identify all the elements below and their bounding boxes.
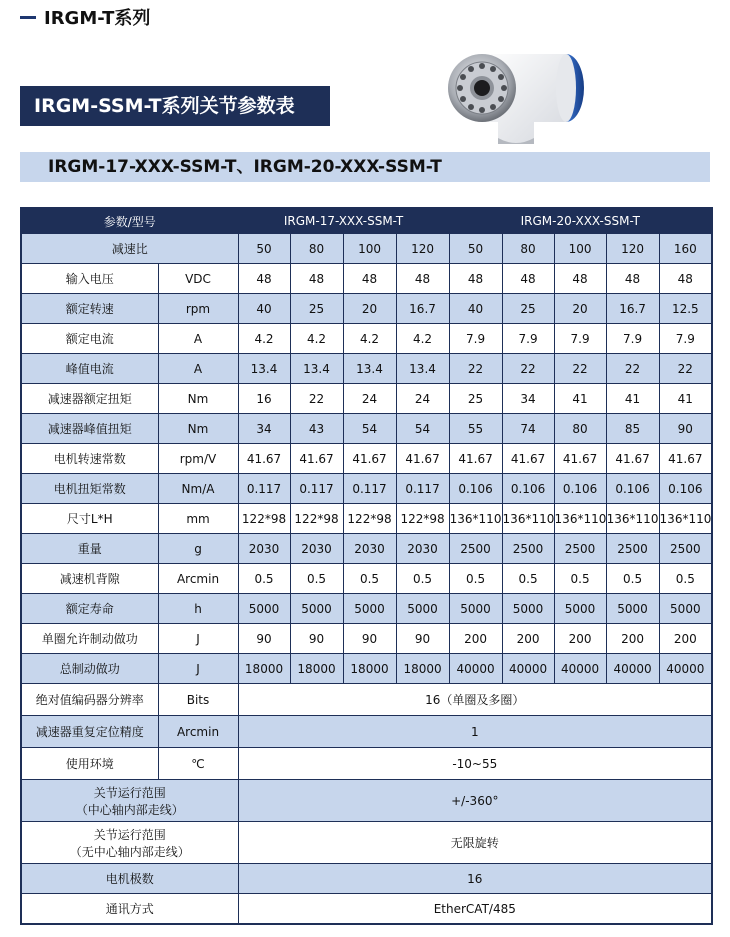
value-cell: 4.2 (238, 324, 290, 354)
value-cell: 7.9 (502, 324, 554, 354)
row-unit: A (158, 324, 238, 354)
value-cell: 90 (396, 624, 449, 654)
value-cell: 136*110 (606, 504, 659, 534)
table-row (21, 324, 712, 354)
value-cell: 40 (238, 294, 290, 324)
ratio-cell: 160 (659, 234, 712, 264)
row-unit: Arcmin (158, 716, 238, 748)
value-cell: 2500 (606, 534, 659, 564)
value-cell: 22 (554, 354, 606, 384)
spec-table (20, 207, 713, 925)
value-cell: 5000 (449, 594, 502, 624)
table-row (21, 264, 712, 294)
value-cell: 54 (396, 414, 449, 444)
row-label-line1: 关节运行范围 (93, 785, 166, 800)
value-cell: 22 (290, 384, 343, 414)
header-model-a: IRGM-17-XXX-SSM-T (238, 208, 449, 234)
merged-value-cell: EtherCAT/485 (238, 894, 712, 925)
header-param-cell: 参数/型号 (21, 208, 238, 234)
value-cell: 5000 (238, 594, 290, 624)
table-row (21, 294, 712, 324)
table-row (21, 354, 712, 384)
row-label-line2: （中心轴内部走线） (75, 802, 184, 817)
value-cell: 0.5 (659, 564, 712, 594)
value-cell: 7.9 (554, 324, 606, 354)
merged-value-cell: -10~55 (238, 748, 712, 780)
value-cell: 40000 (554, 654, 606, 684)
value-cell: 0.5 (449, 564, 502, 594)
value-cell: 54 (343, 414, 396, 444)
value-cell: 48 (554, 264, 606, 294)
ratio-cell: 80 (290, 234, 343, 264)
value-cell: 41.67 (554, 444, 606, 474)
value-cell: 4.2 (343, 324, 396, 354)
value-cell: 40000 (449, 654, 502, 684)
row-label: 减速器峰值扭矩 (21, 414, 158, 444)
table-row-range (21, 822, 712, 864)
row-label: 重量 (21, 534, 158, 564)
value-cell: 20 (343, 294, 396, 324)
table-row (21, 504, 712, 534)
value-cell: 0.117 (238, 474, 290, 504)
value-cell: 2500 (554, 534, 606, 564)
table-row-span (21, 894, 712, 925)
value-cell: 48 (502, 264, 554, 294)
value-cell: 40000 (502, 654, 554, 684)
row-unit: rpm (158, 294, 238, 324)
series-bar-decoration (20, 16, 36, 19)
merged-value-cell: +/-360° (238, 780, 712, 822)
row-unit: J (158, 624, 238, 654)
value-cell: 90 (238, 624, 290, 654)
row-label: 减速器额定扭矩 (21, 384, 158, 414)
table-row (21, 594, 712, 624)
value-cell: 5000 (502, 594, 554, 624)
value-cell: 25 (290, 294, 343, 324)
value-cell: 200 (606, 624, 659, 654)
row-label-line1: 关节运行范围 (93, 827, 166, 842)
table-row-merged (21, 748, 712, 780)
ratio-cell: 120 (606, 234, 659, 264)
merged-value-cell: 16（单圈及多圈） (238, 684, 712, 716)
value-cell: 0.117 (396, 474, 449, 504)
value-cell: 41.67 (343, 444, 396, 474)
row-unit: Nm/A (158, 474, 238, 504)
value-cell: 136*110 (659, 504, 712, 534)
table-row-merged (21, 716, 712, 748)
row-label: 使用环境 (21, 748, 158, 780)
row-label: 减速器重复定位精度 (21, 716, 158, 748)
value-cell: 48 (343, 264, 396, 294)
row-label: 额定转速 (21, 294, 158, 324)
value-cell: 74 (502, 414, 554, 444)
value-cell: 122*98 (238, 504, 290, 534)
ratio-cell: 80 (502, 234, 554, 264)
value-cell: 4.2 (290, 324, 343, 354)
row-label: 输入电压 (21, 264, 158, 294)
value-cell: 2500 (502, 534, 554, 564)
row-unit: g (158, 534, 238, 564)
value-cell: 2500 (659, 534, 712, 564)
value-cell: 2030 (343, 534, 396, 564)
row-unit: A (158, 354, 238, 384)
value-cell: 0.5 (502, 564, 554, 594)
value-cell: 2030 (238, 534, 290, 564)
table-row-span (21, 864, 712, 894)
value-cell: 122*98 (396, 504, 449, 534)
value-cell: 0.5 (290, 564, 343, 594)
ratio-cell: 100 (554, 234, 606, 264)
table-row (21, 654, 712, 684)
value-cell: 24 (396, 384, 449, 414)
table-row (21, 384, 712, 414)
value-cell: 48 (449, 264, 502, 294)
value-cell: 22 (659, 354, 712, 384)
value-cell: 18000 (396, 654, 449, 684)
value-cell: 55 (449, 414, 502, 444)
value-cell: 200 (449, 624, 502, 654)
row-unit: Arcmin (158, 564, 238, 594)
ratio-cell: 50 (238, 234, 290, 264)
value-cell: 48 (290, 264, 343, 294)
value-cell: 90 (659, 414, 712, 444)
value-cell: 80 (554, 414, 606, 444)
value-cell: 41.67 (606, 444, 659, 474)
table-row (21, 414, 712, 444)
value-cell: 48 (659, 264, 712, 294)
value-cell: 41.67 (396, 444, 449, 474)
value-cell: 7.9 (659, 324, 712, 354)
ratio-cell: 100 (343, 234, 396, 264)
row-unit: J (158, 654, 238, 684)
row-label: 电机扭矩常数 (21, 474, 158, 504)
value-cell: 41.67 (290, 444, 343, 474)
value-cell: 122*98 (343, 504, 396, 534)
value-cell: 16.7 (606, 294, 659, 324)
value-cell: 22 (449, 354, 502, 384)
value-cell: 136*110 (502, 504, 554, 534)
table-row (21, 534, 712, 564)
table-header-row (21, 208, 712, 234)
series-title: IRGM-T系列 (44, 8, 151, 29)
row-label: 单圈允许制动做功 (21, 624, 158, 654)
ratio-cell: 120 (396, 234, 449, 264)
table-row (21, 564, 712, 594)
value-cell: 13.4 (238, 354, 290, 384)
value-cell: 25 (502, 294, 554, 324)
value-cell: 5000 (554, 594, 606, 624)
value-cell: 20 (554, 294, 606, 324)
header-model-b: IRGM-20-XXX-SSM-T (449, 208, 712, 234)
table-row (21, 444, 712, 474)
value-cell: 5000 (343, 594, 396, 624)
value-cell: 0.117 (343, 474, 396, 504)
value-cell: 200 (502, 624, 554, 654)
value-cell: 0.5 (606, 564, 659, 594)
product-image (438, 40, 588, 150)
table-row-range (21, 780, 712, 822)
value-cell: 122*98 (290, 504, 343, 534)
value-cell: 12.5 (659, 294, 712, 324)
value-cell: 34 (238, 414, 290, 444)
table-row-merged (21, 684, 712, 716)
value-cell: 2500 (449, 534, 502, 564)
value-cell: 48 (238, 264, 290, 294)
value-cell: 18000 (290, 654, 343, 684)
value-cell: 5000 (606, 594, 659, 624)
value-cell: 41.67 (449, 444, 502, 474)
ratio-cell: 50 (449, 234, 502, 264)
value-cell: 41.67 (238, 444, 290, 474)
value-cell: 18000 (238, 654, 290, 684)
row-label: 电机转速常数 (21, 444, 158, 474)
value-cell: 2030 (396, 534, 449, 564)
row-label: 减速机背隙 (21, 564, 158, 594)
merged-value-cell: 16 (238, 864, 712, 894)
value-cell: 16 (238, 384, 290, 414)
value-cell: 25 (449, 384, 502, 414)
row-label-line2: （无中心轴内部走线） (69, 844, 190, 859)
value-cell: 40000 (659, 654, 712, 684)
row-unit: VDC (158, 264, 238, 294)
value-cell: 0.106 (554, 474, 606, 504)
row-label: 尺寸L*H (21, 504, 158, 534)
merged-value-cell: 无限旋转 (238, 822, 712, 864)
value-cell: 48 (606, 264, 659, 294)
value-cell: 136*110 (449, 504, 502, 534)
table-row (21, 624, 712, 654)
row-unit: Nm (158, 414, 238, 444)
row-unit: h (158, 594, 238, 624)
value-cell: 41 (606, 384, 659, 414)
value-cell: 7.9 (449, 324, 502, 354)
value-cell: 40 (449, 294, 502, 324)
value-cell: 0.106 (606, 474, 659, 504)
value-cell: 0.5 (238, 564, 290, 594)
value-cell: 41.67 (659, 444, 712, 474)
value-cell: 5000 (396, 594, 449, 624)
value-cell: 40000 (606, 654, 659, 684)
value-cell: 41.67 (502, 444, 554, 474)
value-cell: 0.5 (396, 564, 449, 594)
title-banner: IRGM-SSM-T系列关节参数表 (20, 86, 330, 126)
value-cell: 5000 (290, 594, 343, 624)
value-cell: 41 (554, 384, 606, 414)
value-cell: 24 (343, 384, 396, 414)
value-cell: 90 (290, 624, 343, 654)
value-cell: 22 (606, 354, 659, 384)
value-cell: 0.5 (343, 564, 396, 594)
value-cell: 13.4 (343, 354, 396, 384)
value-cell: 90 (343, 624, 396, 654)
model-strip: IRGM-17-XXX-SSM-T、IRGM-20-XXX-SSM-T (20, 152, 710, 182)
row-label: 减速比 (21, 234, 238, 264)
row-unit: Nm (158, 384, 238, 414)
value-cell: 200 (659, 624, 712, 654)
row-label: 额定寿命 (21, 594, 158, 624)
row-unit: rpm/V (158, 444, 238, 474)
spec-table-body (21, 208, 712, 924)
merged-value-cell: 1 (238, 716, 712, 748)
value-cell: 41 (659, 384, 712, 414)
series-header (0, 0, 300, 34)
row-label: 峰值电流 (21, 354, 158, 384)
value-cell: 22 (502, 354, 554, 384)
value-cell: 4.2 (396, 324, 449, 354)
value-cell: 0.106 (502, 474, 554, 504)
value-cell: 0.5 (554, 564, 606, 594)
value-cell: 34 (502, 384, 554, 414)
value-cell: 18000 (343, 654, 396, 684)
value-cell: 13.4 (290, 354, 343, 384)
row-label: 通讯方式 (21, 894, 238, 925)
value-cell: 0.117 (290, 474, 343, 504)
row-unit: mm (158, 504, 238, 534)
value-cell: 85 (606, 414, 659, 444)
table-row (21, 474, 712, 504)
row-label: 额定电流 (21, 324, 158, 354)
value-cell: 16.7 (396, 294, 449, 324)
row-label-multiline (21, 780, 238, 822)
value-cell: 13.4 (396, 354, 449, 384)
value-cell: 200 (554, 624, 606, 654)
row-label: 绝对值编码器分辨率 (21, 684, 158, 716)
value-cell: 0.106 (659, 474, 712, 504)
value-cell: 43 (290, 414, 343, 444)
row-label: 总制动做功 (21, 654, 158, 684)
value-cell: 5000 (659, 594, 712, 624)
row-label: 电机极数 (21, 864, 238, 894)
table-row-ratio (21, 234, 712, 264)
value-cell: 2030 (290, 534, 343, 564)
row-label-multiline (21, 822, 238, 864)
row-unit: Bits (158, 684, 238, 716)
row-unit: ℃ (158, 748, 238, 780)
value-cell: 136*110 (554, 504, 606, 534)
value-cell: 7.9 (606, 324, 659, 354)
value-cell: 0.106 (449, 474, 502, 504)
value-cell: 48 (396, 264, 449, 294)
